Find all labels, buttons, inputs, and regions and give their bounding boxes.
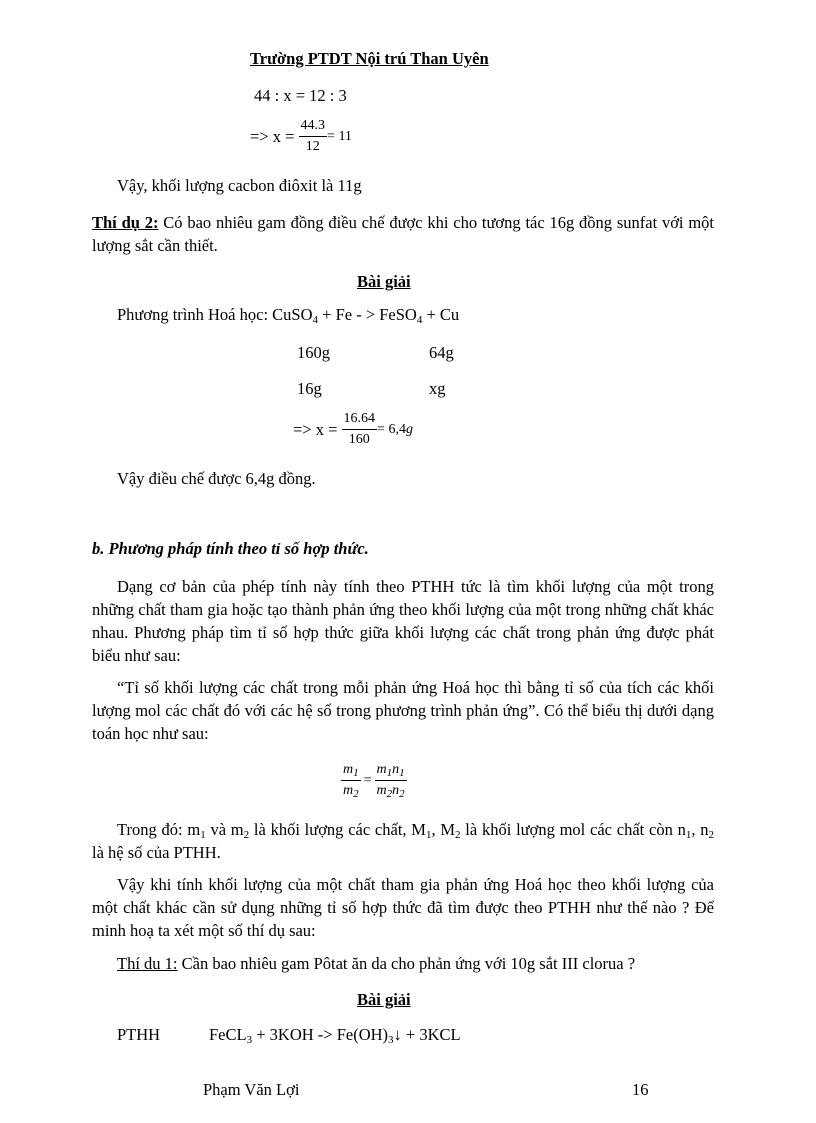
equation-x-6-4 (293, 409, 413, 450)
stoichiometry-formula (341, 760, 407, 801)
conclusion-1: Vậy, khối lượng cacbon điôxit là 11g (117, 176, 362, 195)
conclusion-2: Vậy điều chế được 6,4g đồng. (117, 469, 316, 488)
row2-mass-b: xg (429, 379, 446, 398)
equation-x-11 (250, 116, 352, 157)
formula-left-den: $m_2$ (343, 783, 359, 800)
pthh-label: PTHH (117, 1025, 161, 1044)
solution-title-1: Bài giải (357, 272, 411, 291)
formula-left-num: $m_1$ (343, 762, 359, 779)
formula-left-fraction (341, 760, 361, 801)
section-heading-b: b. Phương pháp tính theo tỉ số hợp thức. (92, 539, 369, 558)
row1-mass-b: 64g (429, 343, 454, 362)
solution-title-2: Bài giải (357, 990, 411, 1009)
eq2-rhs: = 6,4 (377, 421, 406, 437)
eq2-unit: g (405, 421, 413, 437)
example-1-text: Cần bao nhiêu gam Pôtat ăn da cho phản ứng với 10g sắt III clorua ? (177, 954, 636, 973)
eq1-fraction (299, 116, 328, 157)
example-1 (117, 953, 635, 975)
page-number: 16 (632, 1080, 649, 1099)
formula-right-fraction (375, 760, 407, 801)
formula-right-num: $m_1n_1$ (376, 762, 405, 779)
eq2-denominator: 160 (348, 432, 370, 447)
eq-sub: 4 (416, 314, 423, 326)
eq1-numerator: 44.3 (299, 116, 328, 137)
example-2-text: Có bao nhiêu gam đồng điều chế được khi cho tương tác 16g đồng sunfat với một lượng sắt cần thiết. (92, 213, 714, 255)
eq-part: + Fe - > FeSO (318, 305, 417, 324)
row1-mass-a: 160g (297, 343, 330, 362)
formula-equals: = (363, 772, 372, 788)
example-2-label: Thí dụ 2: (92, 213, 159, 232)
chemical-equation-1 (117, 304, 459, 326)
eq-part: Phương trình Hoá học: CuSO (117, 305, 313, 324)
footer-author: Phạm Văn Lợi (203, 1080, 300, 1099)
pthh-equation: FeCL$_3$ + $3KOH -> Fe(OH)_3↓ + 3KCL$ (209, 1025, 461, 1046)
eq1-rhs: = 11 (327, 128, 352, 144)
eq-part: + Cu (422, 305, 460, 324)
formula-right-den: $m_2n_2$ (376, 783, 405, 800)
example-2 (92, 211, 714, 257)
eq1-lhs: => x = (250, 126, 295, 146)
eq2-numerator: 16.64 (342, 409, 378, 430)
page-header: Trường PTDT Nội trú Than Uyên (250, 49, 489, 68)
eq-sub: 4 (312, 314, 319, 326)
ratio-line: 44 : x = 12 : 3 (254, 86, 347, 105)
row2-mass-a: 16g (297, 379, 322, 398)
example-1-label: Thí du 1: (117, 954, 178, 973)
eq2-fraction (342, 409, 378, 450)
eq1-denominator: 12 (305, 139, 320, 154)
eq2-lhs: => x = (293, 419, 338, 439)
paragraph-2: “Tỉ số khối lượng các chất trong mỗi phản ứng Hoá học thì bằng tỉ số của tích các khối lượng mol các chất đó với các hệ số trong phương trình phản ứng”. Có thể biểu thị dưới dạng toán học như sau: (92, 678, 714, 743)
paragraph-3: Trong đó: $m_1$ và $m_2$ là khối lượng các chất, $M_1$, $M_2$ là khối lượng mol các chất còn $n_1$, $n_2$ là hệ số của PTHH. (92, 820, 714, 862)
paragraph-4: Vậy khi tính khối lượng của một chất tham gia phản ứng Hoá học theo khối lượng của một chất khác cần sử dụng những tỉ số hợp thức đã tìm được theo PTHH như thế nào ? Để minh hoạ ta xét một số thí dụ sau: (92, 875, 714, 940)
paragraph-1: Dạng cơ bản của phép tính này tính theo PTHH tức là tìm khối lượng của một trong những chất tham gia hoặc tạo thành phản ứng theo khối lượng của một trong những chất khác nhau. Phương pháp tìm tỉ số hợp thức giữa khối lượng các chất trong phản ứng được phát biểu như sau: (92, 577, 714, 665)
